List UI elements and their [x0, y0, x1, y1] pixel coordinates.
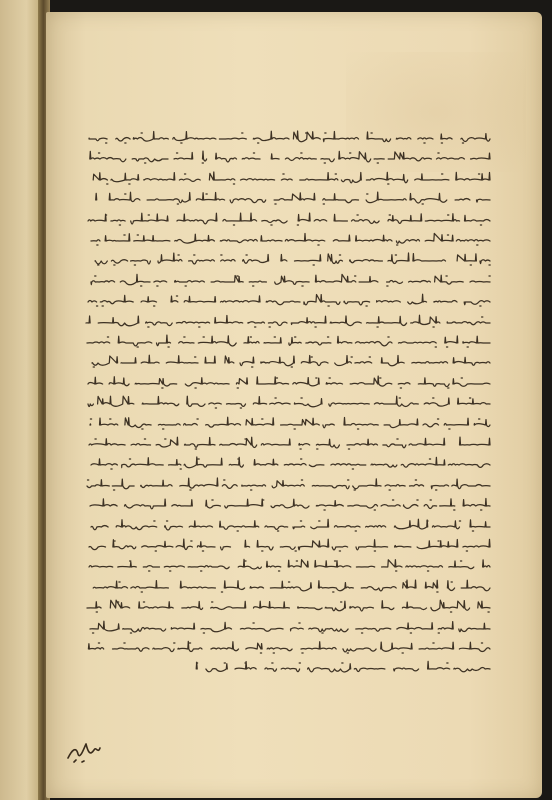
manuscript-line — [88, 190, 492, 206]
manuscript-line — [83, 476, 492, 492]
manuscript-line — [87, 578, 492, 594]
manuscript-line — [84, 374, 492, 390]
manuscript-line — [86, 619, 492, 635]
manuscript-line — [88, 251, 492, 267]
manuscript-line — [84, 394, 492, 410]
marginal-annotation-icon — [64, 736, 104, 766]
manuscript-line — [87, 272, 492, 288]
manuscript-line — [83, 598, 492, 614]
manuscript-line — [87, 170, 492, 186]
manuscript-line — [85, 435, 492, 451]
manuscript-line — [86, 415, 492, 431]
manuscript-line — [84, 211, 492, 227]
manuscript-line — [192, 659, 492, 675]
manuscript-line — [85, 557, 492, 573]
manuscript-line — [87, 455, 492, 471]
manuscript-line — [85, 537, 492, 553]
manuscript-line — [85, 129, 492, 145]
manuscript-line — [87, 231, 492, 247]
manuscript-line — [84, 149, 492, 165]
manuscript-page — [46, 12, 542, 798]
manuscript-line — [83, 333, 492, 349]
manuscript-line — [82, 313, 492, 329]
text-block — [82, 129, 492, 677]
manuscript-line — [84, 292, 492, 308]
manuscript-line — [83, 639, 492, 655]
folio-annotation — [64, 736, 104, 766]
manuscript-line — [87, 517, 492, 533]
manuscript-line — [88, 353, 492, 369]
manuscript-line — [86, 496, 492, 512]
